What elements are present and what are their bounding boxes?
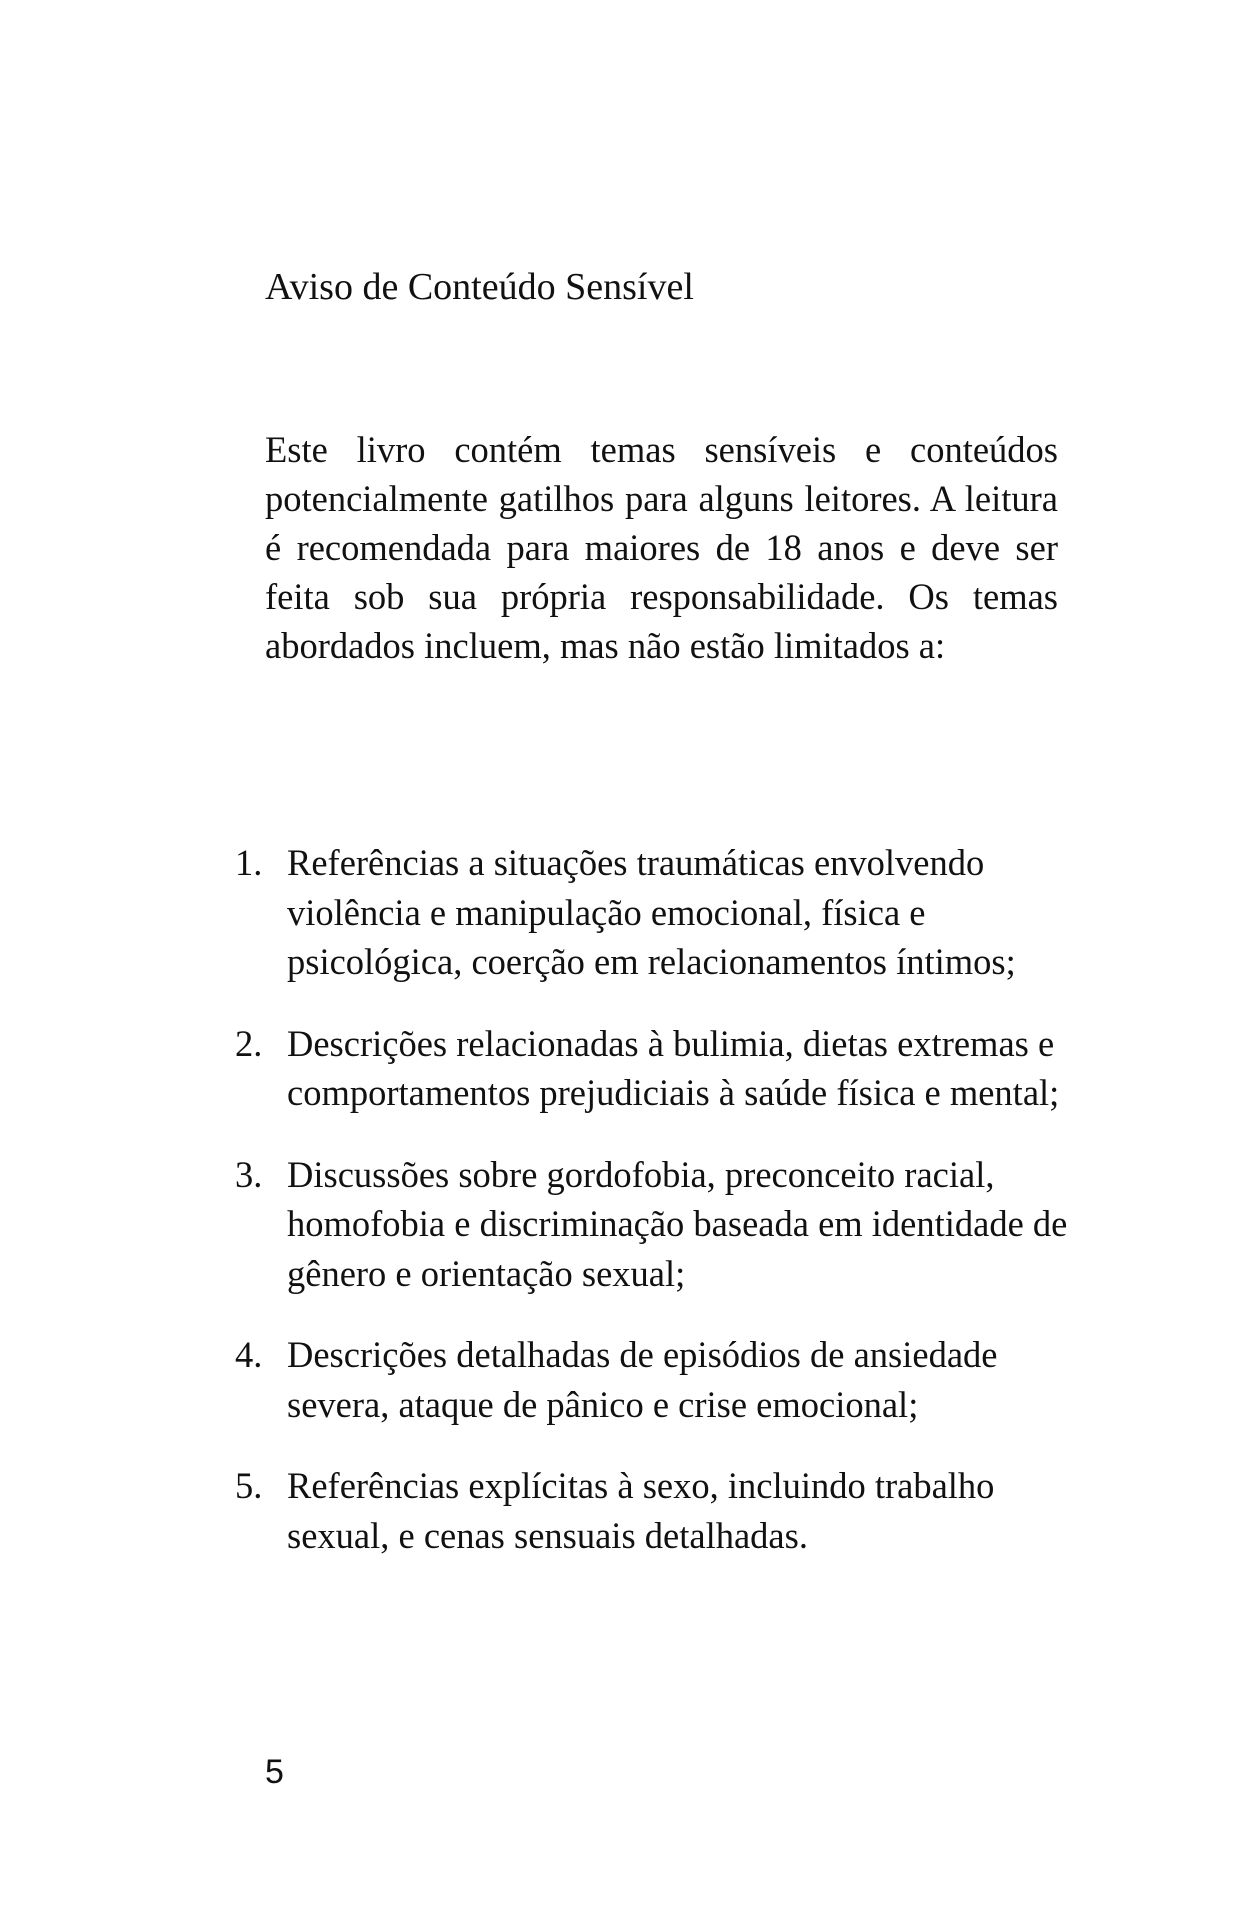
content-warning-list: [230, 838, 1070, 1592]
list-item: [230, 838, 1070, 987]
list-item-number: 1.: [235, 842, 263, 883]
list-item-text: Referências explícitas à sexo, incluindo trabalho sexual, e cenas sensuais detalhadas.: [287, 1465, 995, 1556]
intro-paragraph: Este livro contém temas sensíveis e conteúdos potencialmente gatilhos para alguns leitores. A leitura é recomendada para maiores de 18 anos e deve ser feita sob sua própria responsabilidade. Os temas abordados incluem, mas não estão limitados a:: [265, 429, 1058, 666]
list-item-text: Discussões sobre gordofobia, preconceito racial, homofobia e discriminação baseada em identidade de gênero e orientação sexual;: [287, 1153, 1068, 1294]
list-item: [230, 1019, 1070, 1118]
list-item: [230, 1330, 1070, 1429]
list-item: [230, 1150, 1070, 1299]
list-item-number: 3.: [235, 1153, 263, 1195]
list-item-number: 4.: [235, 1334, 263, 1375]
list-item-text: Descrições detalhadas de episódios de ansiedade severa, ataque de pânico e crise emocional;: [287, 1334, 998, 1425]
list-item-text: Descrições relacionadas à bulimia, dietas extremas e comportamentos prejudiciais à saúde física e mental;: [287, 1022, 1060, 1113]
list-item: [230, 1461, 1070, 1560]
list-item-number: 2.: [235, 1022, 263, 1064]
list-item-text: Referências a situações traumáticas envolvendo violência e manipulação emocional, física e psicológica, coerção em relacionamentos íntimos;: [287, 842, 1016, 982]
list-item-number: 5.: [235, 1465, 263, 1506]
page-title: Aviso de Conteúdo Sensível: [265, 266, 694, 308]
page-number: 5: [265, 1753, 284, 1791]
